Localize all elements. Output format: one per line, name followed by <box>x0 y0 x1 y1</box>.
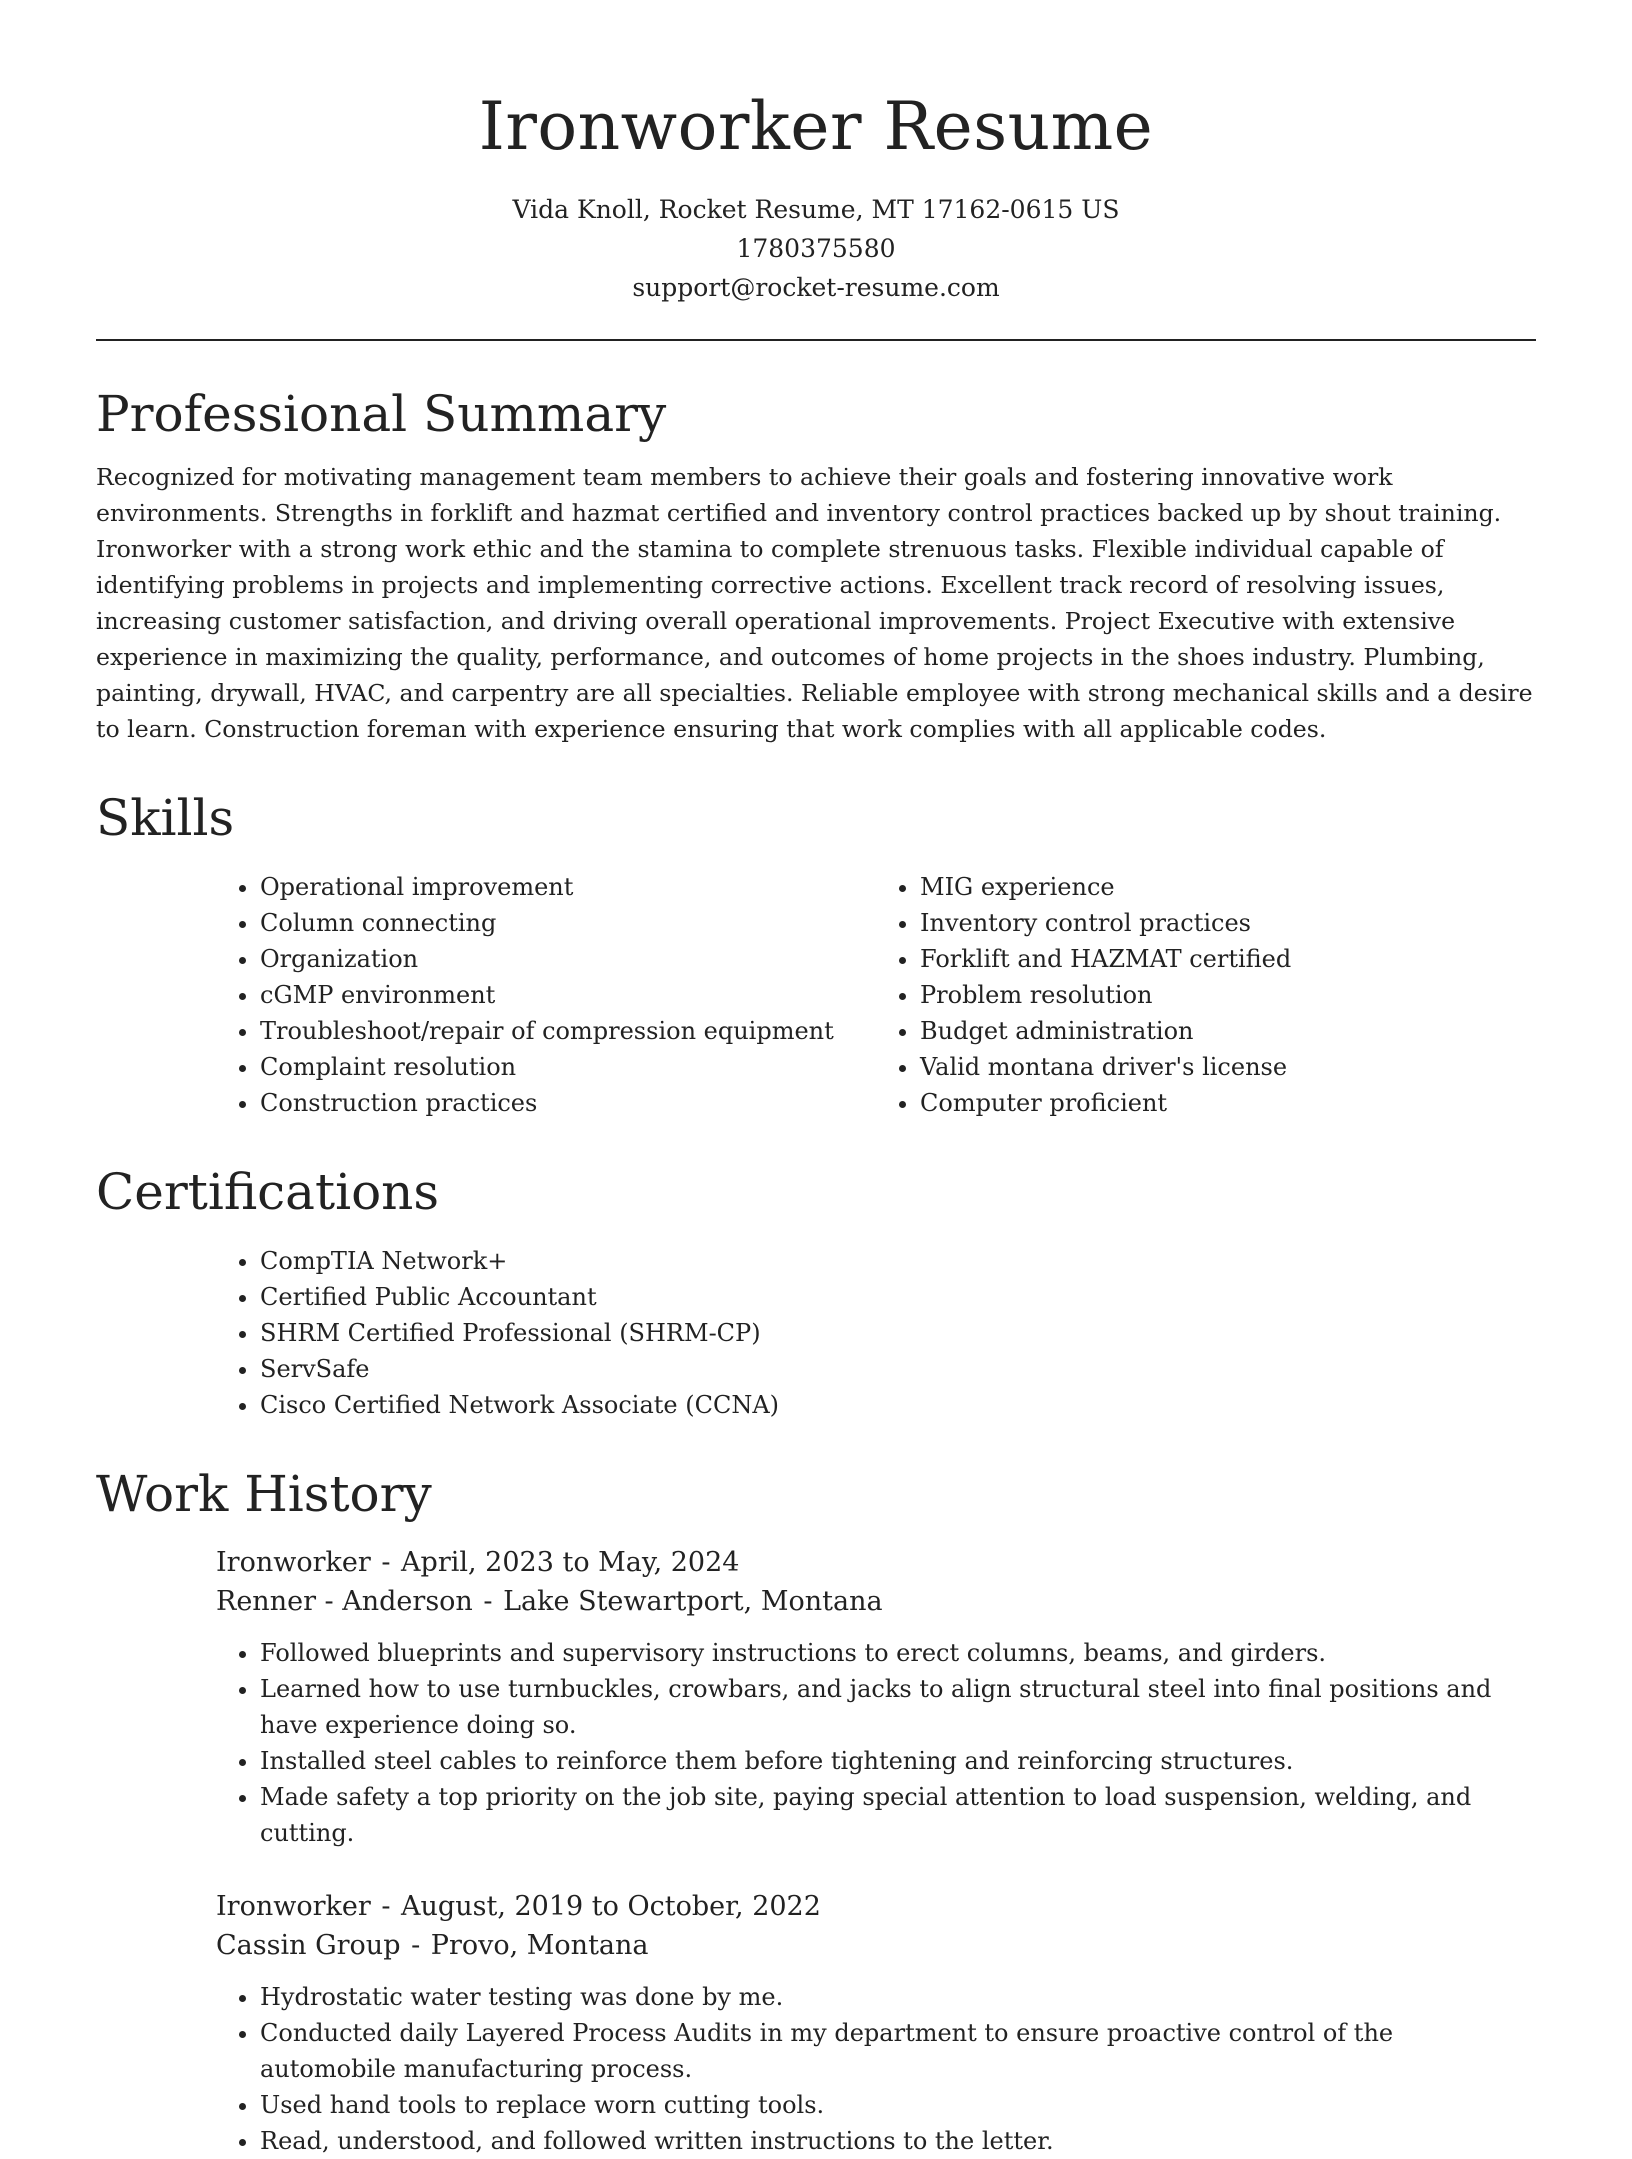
summary-heading: Professional Summary <box>96 385 667 443</box>
job-dates: April, 2023 to May, 2024 <box>401 1547 740 1578</box>
job-title-line: Ironworker - April, 2023 to May, 2024 <box>216 1547 740 1578</box>
job-title: Ironworker <box>216 1547 371 1578</box>
job-dates: August, 2019 to October, 2022 <box>401 1891 821 1922</box>
job-duty: • Installed steel cables to reinforce them before tightening and reinforcing structures. <box>260 1743 1536 1779</box>
certification-item: • SHRM Certified Professional (SHRM-CP) <box>260 1315 1536 1351</box>
summary-text: Recognized for motivating management team members to achieve their goals and fostering innovative work environments. Strengths in forklift and hazmat certified and inventory control practices backed up by shout training. Ironworker with a strong work ethic and the stamina to complete strenuous tasks. Flexible individual capable of identifying problems in projects and implementing corrective actions. Excellent track record of resolving issues, increasing customer satisfaction, and driving overall operational improvements. Project Executive with extensive experience in maximizing the quality, performance, and outcomes of home projects in the shoes industry. Plumbing, painting, drywall, HVAC, and carpentry are all specialties. Reliable employee with strong mechanical skills and a desire to learn. Construction foreman with experience ensuring that work complies with all applicable codes. <box>96 463 1533 743</box>
header-divider <box>96 339 1536 341</box>
skill-item: • Valid montana driver's license <box>920 1049 1536 1085</box>
skills-heading: Skills <box>96 789 235 847</box>
job-duties-list <box>216 1979 1536 2159</box>
job-entry <box>216 1543 1536 1851</box>
skill-item: • MIG experience <box>920 869 1536 905</box>
skill-item: • Complaint resolution <box>260 1049 876 1085</box>
job-duty: • Conducted daily Layered Process Audits in my department to ensure proactive control of the automobile manufacturing process. <box>260 2015 1536 2087</box>
certifications-list <box>216 1243 1536 1423</box>
contact-phone: 1780375580 <box>736 234 896 263</box>
certification-item: • ServSafe <box>260 1351 1536 1387</box>
job-title: Ironworker <box>216 1891 371 1922</box>
job-company-line: Renner - Anderson - Lake Stewartport, Montana <box>216 1586 883 1617</box>
certifications-heading: Certifications <box>96 1163 440 1221</box>
job-company: Renner - Anderson <box>216 1586 473 1617</box>
skill-item: • Computer proficient <box>920 1085 1536 1121</box>
job-location: Provo, Montana <box>430 1930 649 1961</box>
skill-item: • Column connecting <box>260 905 876 941</box>
skills-columns <box>216 869 1536 1121</box>
skill-item: • Problem resolution <box>920 977 1536 1013</box>
job-entry <box>216 1887 1536 2159</box>
job-duties-list <box>216 1635 1536 1851</box>
job-duty: • Read, understood, and followed written instructions to the letter. <box>260 2123 1536 2159</box>
job-company: Cassin Group <box>216 1930 401 1961</box>
resume-header <box>96 0 1536 307</box>
job-company-line: Cassin Group - Provo, Montana <box>216 1930 649 1961</box>
work-history-section <box>96 1461 1536 2159</box>
certification-item: • CompTIA Network+ <box>260 1243 1536 1279</box>
work-history-heading: Work History <box>96 1465 432 1523</box>
job-duty: • Followed blueprints and supervisory instructions to erect columns, beams, and girders. <box>260 1635 1536 1671</box>
certification-item: • Certified Public Accountant <box>260 1279 1536 1315</box>
job-title-line: Ironworker - August, 2019 to October, 2022 <box>216 1891 821 1922</box>
skill-item: • cGMP environment <box>260 977 876 1013</box>
contact-address: Vida Knoll, Rocket Resume, MT 17162-0615 US <box>512 195 1120 224</box>
skill-item: • Forklift and HAZMAT certified <box>920 941 1536 977</box>
certifications-section <box>96 1159 1536 1423</box>
job-duty: • Hydrostatic water testing was done by me. <box>260 1979 1536 2015</box>
contact-email: support@rocket-resume.com <box>632 273 1000 302</box>
skill-item: • Operational improvement <box>260 869 876 905</box>
skill-item: • Inventory control practices <box>920 905 1536 941</box>
skill-item: • Organization <box>260 941 876 977</box>
resume-page <box>96 0 1536 2159</box>
skills-list-left <box>216 869 876 1121</box>
job-duty: • Learned how to use turnbuckles, crowbars, and jacks to align structural steel into final positions and have experience doing so. <box>260 1671 1536 1743</box>
resume-title: Ironworker Resume <box>478 88 1154 165</box>
contact-block <box>96 190 1536 307</box>
summary-section <box>96 381 1536 747</box>
skill-item: • Construction practices <box>260 1085 876 1121</box>
job-location: Lake Stewartport, Montana <box>503 1586 883 1617</box>
skill-item: • Troubleshoot/repair of compression equipment <box>260 1013 876 1049</box>
skill-item: • Budget administration <box>920 1013 1536 1049</box>
job-duty: • Made safety a top priority on the job site, paying special attention to load suspension, welding, and cutting. <box>260 1779 1536 1851</box>
skills-section <box>96 785 1536 1121</box>
job-duty: • Used hand tools to replace worn cutting tools. <box>260 2087 1536 2123</box>
certification-item: • Cisco Certified Network Associate (CCNA) <box>260 1387 1536 1423</box>
skills-list-right <box>876 869 1536 1121</box>
